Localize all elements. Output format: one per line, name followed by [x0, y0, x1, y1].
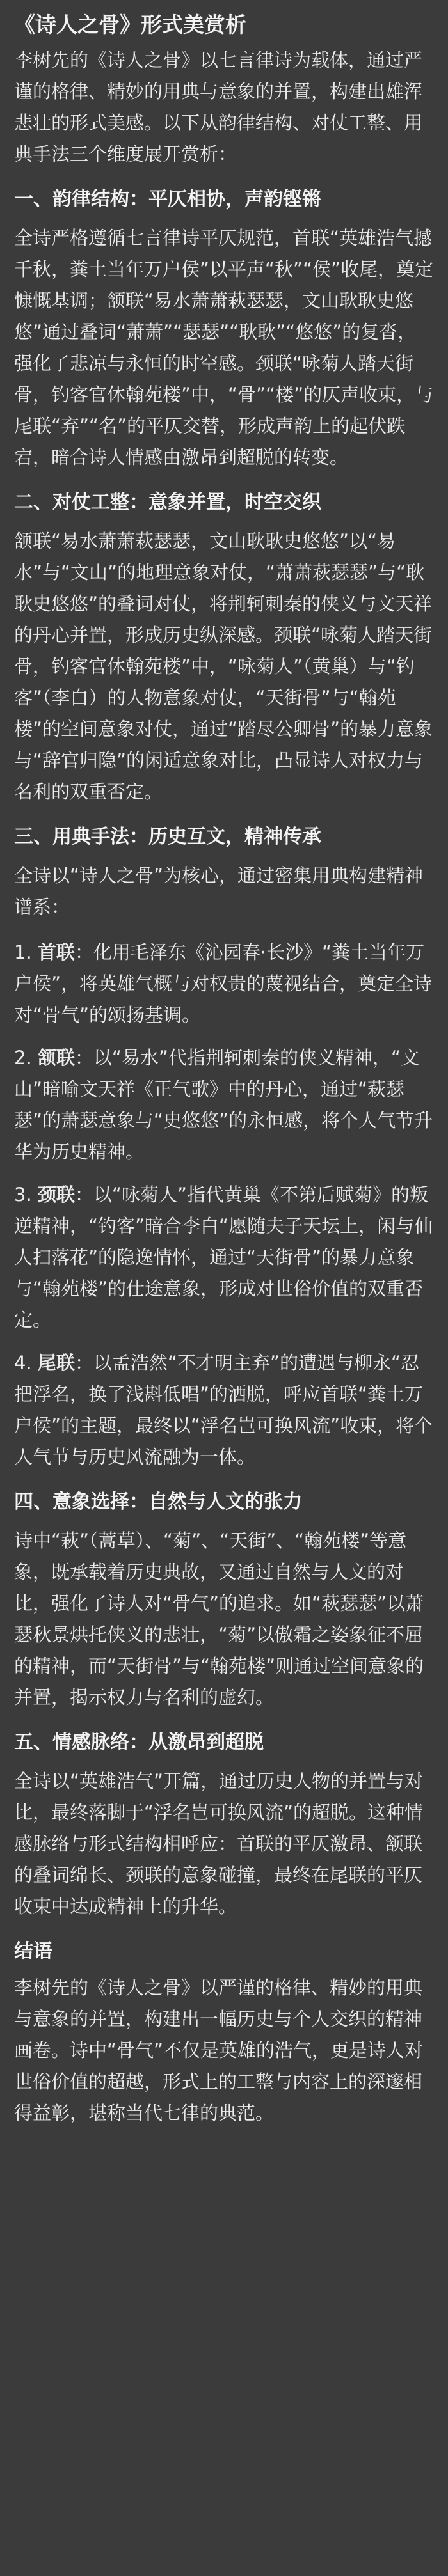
conclusion-body: 李树先的《诗人之骨》以严谨的格律、精妙的用典与意象的并置，构建出一幅历史与个人交织的精神画卷。诗中“骨气”不仅是英雄的浩气，更是诗人对世俗价值的超越，形式上的工整与内容上的深邃相得益彰，堪称当代七律的典范。 [14, 1977, 424, 2124]
list-item-number: 3. [14, 1184, 32, 1206]
intro-paragraph: 李树先的《诗人之骨》以七言律诗为载体，通过严谨的格律、精妙的用典与意象的并置，构建出雄浑悲壮的形式美感。以下从韵律结构、对仗工整、用典手法三个维度展开赏析： [14, 49, 423, 165]
list-item [14, 1179, 434, 1336]
article-title: 《诗人之骨》形式美赏析 [14, 12, 246, 37]
section-heading-allusion: 三、用典手法：历史互文，精神传承 [14, 826, 321, 848]
section-body-rhythm: 全诗严格遵循七言律诗平仄规范，首联“英雄浩气撼千秋，粪土当年万户侯”以平声“秋”“侯”收尾，奠定慷慨基调；颔联“易水萧萧萩瑟瑟，文山耿耿史悠悠”通过叠词“萧萧”“瑟瑟”“耿耿”“悠悠”的复沓，强化了悲凉与永恒的时空感。颈联“咏菊人踏天街骨，钓客官休翰苑楼”中，“骨”“楼”的仄声收束，与尾联“弃”“名”的平仄交替，形成声韵上的起伏跌宕，暗合诗人情感由激昂到超脱的转变。 [14, 227, 434, 468]
list-item [14, 1042, 434, 1168]
section-heading-rhythm: 一、韵律结构：平仄相协，声韵铿锵 [14, 188, 321, 210]
list-item-number: 1. [14, 941, 32, 963]
list-item-number: 2. [14, 1047, 32, 1069]
section-body-antithesis: 颔联“易水萧萧萩瑟瑟，文山耿耿史悠悠”以“易水”与“文山”的地理意象对仗，“萧萧萩瑟瑟”与“耿耿史悠悠”的叠词对仗，将荆轲刺秦的侠义与文天祥的丹心并置，形成历史纵深感。颈联“咏菊人踏天街骨，钓客官休翰苑楼”中，“咏菊人”（黄巢）与“钓客”（李白）的人物意象对仗，“天街骨”与“翰苑楼”的空间意象对仗，通过“踏尽公卿骨”的暴力意象与“辞官归隐”的闲适意象对比，凸显诗人对权力与名利的双重否定。 [14, 530, 433, 803]
list-item-label: 尾联 [37, 1352, 75, 1374]
section-body-imagery: 诗中“萩”（蒿草）、“菊”、“天街”、“翰苑楼”等意象，既承载着历史典故，又通过自然与人文的对比，强化了诗人对“骨气”的追求。如“萩瑟瑟”以萧瑟秋景烘托侠义的悲壮，“菊”以傲霜之姿象征不屈的精神，而“天街骨”与“翰苑楼”则通过空间意象的并置，揭示权力与名利的虚幻。 [14, 1530, 424, 1708]
list-item [14, 1347, 434, 1473]
list-item-text: ：以“易水”代指荆轲刺秦的侠义精神，“文山”暗喻文天祥《正气歌》中的丹心，通过“萩瑟瑟”的萧瑟意象与“史悠悠”的永恒感，将个人气节升华为历史精神。 [14, 1047, 433, 1163]
list-item-label: 首联 [37, 941, 75, 963]
section-heading-antithesis: 二、对仗工整：意象并置，时空交织 [14, 491, 321, 514]
list-item-label: 颔联 [37, 1047, 75, 1069]
list-item [14, 937, 434, 1031]
list-item-label: 颈联 [37, 1184, 75, 1206]
list-item-text: ：以孟浩然“不才明主弃”的遭遇与柳永“忍把浮名，换了浅斟低唱”的洒脱，呼应首联“粪土万户侯”的主题，最终以“浮名岂可换风流”收束，将个人气节与历史风流融为一体。 [14, 1352, 433, 1468]
conclusion-heading: 结语 [14, 1940, 52, 1963]
allusion-list [14, 937, 434, 1473]
section-heading-emotion: 五、情感脉络：从激昂到超脱 [14, 1731, 264, 1754]
list-item-text: ：化用毛泽东《沁园春·长沙》“粪土当年万户侯”，将英雄气概与对权贵的蔑视结合，奠定全诗对“骨气”的颂扬基调。 [14, 941, 433, 1026]
section-body-emotion: 全诗以“英雄浩气”开篇，通过历史人物的并置与对比，最终落脚于“浮名岂可换风流”的超脱。这种情感脉络与形式结构相呼应：首联的平仄激昂、颔联的叠词绵长、颈联的意象碰撞，最终在尾联的平仄收束中达成精神上的升华。 [14, 1770, 424, 1917]
list-item-number: 4. [14, 1352, 32, 1374]
list-item-text: ：以“咏菊人”指代黄巢《不第后赋菊》的叛逆精神，“钓客”暗合李白“愿随夫子天坛上，闲与仙人扫落花”的隐逸情怀，通过“天街骨”的暴力意象与“翰苑楼”的仕途意象，形成对世俗价值的双重否定。 [14, 1184, 433, 1331]
section-body-allusion: 全诗以“诗人之骨”为核心，通过密集用典构建精神谱系： [14, 865, 424, 918]
section-heading-imagery: 四、意象选择：自然与人文的张力 [14, 1491, 302, 1513]
